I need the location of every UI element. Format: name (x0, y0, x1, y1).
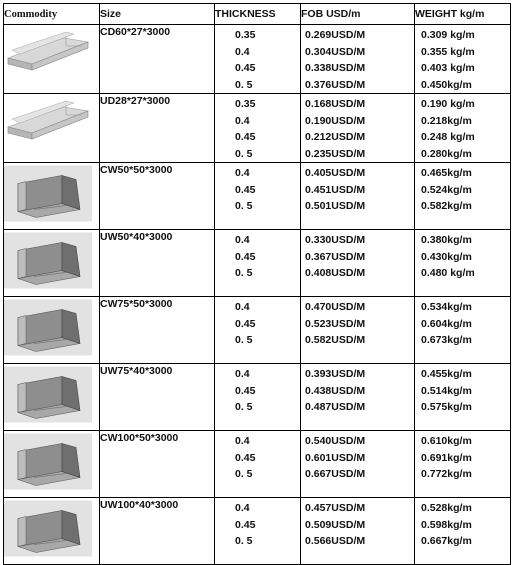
header-row (4, 4, 511, 25)
channel-profile-image (4, 163, 92, 224)
weight-value: 0.465kg/m (421, 167, 472, 179)
fob-price-value: 0.566USD/M (305, 535, 366, 547)
fob-price-cell (301, 498, 415, 565)
weight-value: 0.280kg/m (421, 147, 472, 160)
header-weight: WEIGHT kg/m (415, 4, 511, 25)
fob-price-value: 0.487USD/M (305, 401, 366, 413)
size-value: UW75*40*3000 (100, 365, 173, 377)
size-value: UW100*40*3000 (100, 499, 179, 511)
table-row (4, 364, 511, 431)
fob-price-value: 0.269USD/M (305, 29, 366, 41)
fob-price-value: 0.190USD/M (305, 114, 366, 127)
header-commodity: Commodity (4, 4, 100, 25)
fob-price-value: 0.509USD/M (305, 518, 366, 531)
fob-price-value: 0.501USD/M (305, 200, 366, 212)
weight-value: 0.514kg/m (421, 384, 472, 397)
weight-value: 0.582kg/m (421, 200, 472, 212)
fob-price-value: 0.457USD/M (305, 502, 366, 514)
weight-value: 0.480 kg/m (421, 267, 475, 279)
fob-price-value: 0.667USD/M (305, 468, 366, 480)
channel-profile-image (4, 364, 92, 425)
table-row (4, 498, 511, 565)
thickness-value: 0.45 (235, 317, 256, 330)
thickness-value: 0.35 (235, 29, 256, 41)
fob-price-cell (301, 94, 415, 163)
fob-price-value: 0.376USD/M (305, 78, 366, 91)
fob-price-value: 0.408USD/M (305, 267, 366, 279)
table-body (4, 25, 511, 565)
fob-price-value: 0.470USD/M (305, 301, 366, 313)
size-value: CW100*50*3000 (100, 432, 179, 444)
weight-value: 0.455kg/m (421, 368, 472, 380)
fob-price-value: 0.438USD/M (305, 384, 366, 397)
thickness-value: 0. 5 (235, 535, 253, 547)
thickness-value: 0. 5 (235, 468, 253, 480)
header-thickness: THICKNESS (215, 4, 301, 25)
fob-price-cell (301, 431, 415, 498)
track-profile-image (4, 94, 92, 156)
table-row (4, 297, 511, 364)
table-row (4, 230, 511, 297)
thickness-value: 0.4 (235, 114, 250, 127)
fob-price-cell (301, 25, 415, 94)
fob-price-value: 0.523USD/M (305, 317, 366, 330)
weight-value: 0.772kg/m (421, 468, 472, 480)
size-cell (100, 364, 215, 431)
thickness-value: 0.4 (235, 301, 250, 313)
weight-value: 0.667kg/m (421, 535, 472, 547)
weight-value: 0.604kg/m (421, 317, 472, 330)
table-row (4, 25, 511, 94)
table-row (4, 163, 511, 230)
size-value: CW50*50*3000 (100, 164, 173, 176)
thickness-cell (215, 94, 301, 163)
weight-value: 0.355 kg/m (421, 45, 475, 58)
table-row (4, 94, 511, 163)
thickness-value: 0.4 (235, 368, 250, 380)
weight-value: 0.190 kg/m (421, 98, 475, 110)
channel-profile-image (4, 498, 92, 559)
thickness-cell (215, 163, 301, 230)
weight-value: 0.598kg/m (421, 518, 472, 531)
fob-price-value: 0.367USD/M (305, 250, 366, 263)
fob-price-value: 0.540USD/M (305, 435, 366, 447)
thickness-value: 0. 5 (235, 78, 253, 91)
weight-value: 0.610kg/m (421, 435, 472, 447)
thickness-value: 0. 5 (235, 200, 253, 212)
size-value: CW75*50*3000 (100, 298, 173, 310)
size-cell (100, 163, 215, 230)
size-cell (100, 25, 215, 94)
commodity-cell (4, 25, 100, 94)
fob-price-value: 0.451USD/M (305, 183, 366, 196)
weight-value: 0.450kg/m (421, 78, 472, 91)
fob-price-value: 0.212USD/M (305, 131, 366, 143)
commodity-cell (4, 163, 100, 230)
table-row (4, 431, 511, 498)
price-table (3, 3, 511, 565)
size-cell (100, 94, 215, 163)
thickness-value: 0.35 (235, 98, 256, 110)
fob-price-value: 0.582USD/M (305, 334, 366, 346)
weight-value: 0.248 kg/m (421, 131, 475, 143)
weight-cell (415, 163, 511, 230)
weight-value: 0.528kg/m (421, 502, 472, 514)
weight-cell (415, 94, 511, 163)
thickness-cell (215, 230, 301, 297)
fob-price-value: 0.393USD/M (305, 368, 366, 380)
commodity-cell (4, 94, 100, 163)
fob-price-value: 0.330USD/M (305, 234, 366, 246)
size-cell (100, 297, 215, 364)
thickness-value: 0. 5 (235, 334, 253, 346)
weight-value: 0.524kg/m (421, 183, 472, 196)
thickness-value: 0.4 (235, 502, 250, 514)
thickness-cell (215, 297, 301, 364)
thickness-cell (215, 498, 301, 565)
fob-price-cell (301, 297, 415, 364)
fob-price-cell (301, 364, 415, 431)
thickness-value: 0.4 (235, 45, 250, 58)
thickness-value: 0.4 (235, 435, 250, 447)
size-value: UW50*40*3000 (100, 231, 173, 243)
thickness-value: 0.45 (235, 131, 256, 143)
weight-value: 0.534kg/m (421, 301, 472, 313)
track-profile-image (4, 25, 92, 87)
thickness-value: 0. 5 (235, 267, 253, 279)
fob-price-cell (301, 163, 415, 230)
weight-cell (415, 297, 511, 364)
commodity-cell (4, 498, 100, 565)
size-cell (100, 431, 215, 498)
header-size: Size (100, 4, 215, 25)
thickness-value: 0.45 (235, 183, 256, 196)
thickness-value: 0.45 (235, 250, 256, 263)
weight-value: 0.673kg/m (421, 334, 472, 346)
commodity-cell (4, 297, 100, 364)
thickness-value: 0.45 (235, 451, 256, 464)
commodity-cell (4, 230, 100, 297)
header-fob: FOB USD/m (301, 4, 415, 25)
weight-value: 0.403 kg/m (421, 62, 475, 74)
fob-price-value: 0.601USD/M (305, 451, 366, 464)
channel-profile-image (4, 230, 92, 291)
commodity-cell (4, 364, 100, 431)
weight-cell (415, 431, 511, 498)
weight-value: 0.218kg/m (421, 114, 472, 127)
weight-value: 0.380kg/m (421, 234, 472, 246)
weight-value: 0.691kg/m (421, 451, 472, 464)
weight-cell (415, 498, 511, 565)
weight-cell (415, 364, 511, 431)
channel-profile-image (4, 297, 92, 358)
fob-price-value: 0.168USD/M (305, 98, 366, 110)
thickness-value: 0.4 (235, 167, 250, 179)
size-value: CD60*27*3000 (100, 26, 171, 38)
weight-cell (415, 25, 511, 94)
size-cell (100, 498, 215, 565)
thickness-value: 0.45 (235, 62, 256, 74)
weight-cell (415, 230, 511, 297)
commodity-cell (4, 431, 100, 498)
weight-value: 0.430kg/m (421, 250, 472, 263)
thickness-cell (215, 25, 301, 94)
thickness-value: 0.45 (235, 384, 256, 397)
fob-price-value: 0.405USD/M (305, 167, 366, 179)
thickness-cell (215, 431, 301, 498)
fob-price-value: 0.235USD/M (305, 147, 366, 160)
thickness-value: 0. 5 (235, 401, 253, 413)
weight-value: 0.309 kg/m (421, 29, 475, 41)
thickness-value: 0.4 (235, 234, 250, 246)
weight-value: 0.575kg/m (421, 401, 472, 413)
fob-price-value: 0.338USD/M (305, 62, 366, 74)
fob-price-value: 0.304USD/M (305, 45, 366, 58)
size-value: UD28*27*3000 (100, 95, 171, 107)
fob-price-cell (301, 230, 415, 297)
thickness-value: 0.45 (235, 518, 256, 531)
thickness-cell (215, 364, 301, 431)
channel-profile-image (4, 431, 92, 492)
thickness-value: 0. 5 (235, 147, 253, 160)
size-cell (100, 230, 215, 297)
